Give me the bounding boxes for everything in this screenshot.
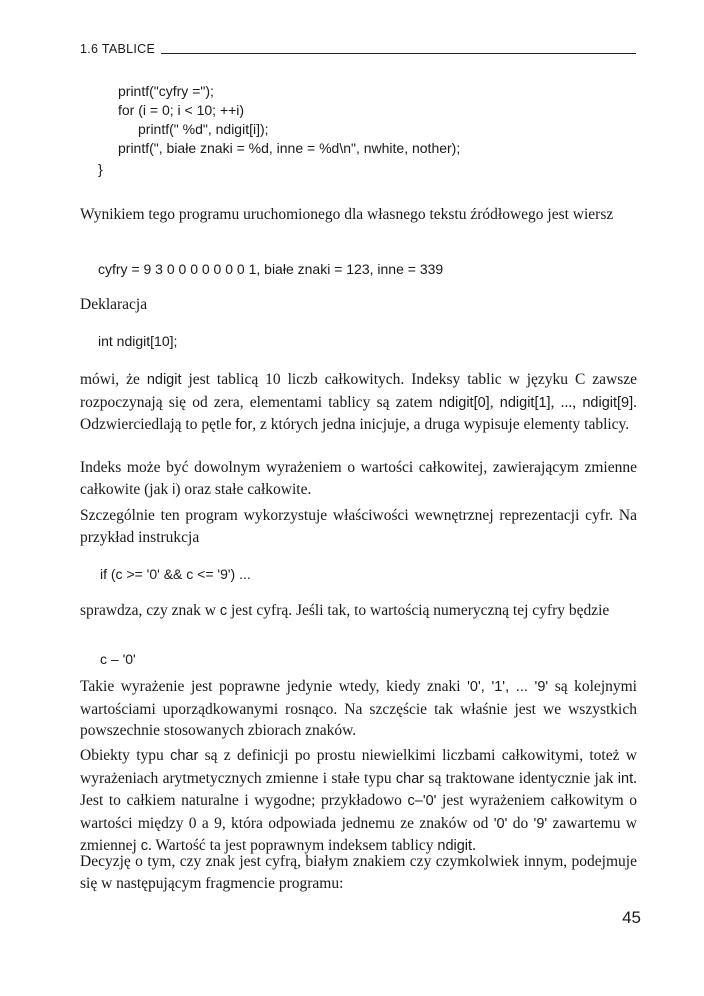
code-if: if (c >= '0' && c <= '9') ... xyxy=(100,566,251,582)
inline-code: ndigit xyxy=(146,372,182,388)
inline-code: '0', '1', ... '9' xyxy=(467,679,549,695)
inline-code: ndigit xyxy=(437,838,473,854)
paragraph: Szczególnie ten program wykorzystuje właściwości wewnętrznej reprezentacji cyfr. Na przykład instrukcja xyxy=(80,507,637,546)
inline-code: c xyxy=(140,838,148,854)
inline-code: ndigit[0] xyxy=(438,394,490,411)
inline-code: c–'0' xyxy=(407,793,437,809)
page-number: 45 xyxy=(622,908,641,927)
inline-code: ndigit[9] xyxy=(582,394,634,411)
code-line: printf(" %d", ndigit[i]); xyxy=(138,121,269,137)
code-expr: c – '0' xyxy=(100,651,136,667)
inline-code: char xyxy=(170,748,199,764)
paragraph: Takie wyrażenie jest poprawne jedynie wtedy, kiedy znaki '0', '1', ... '9' są kolejnymi wartościami uporządkowanymi rosnąco. Na szczęście tak właśnie jest we wszystkich powszechnie stosowanych zbiorach znaków. xyxy=(80,678,637,739)
code-line: } xyxy=(98,161,103,177)
inline-code: '0' xyxy=(493,815,508,832)
inline-code: ndigit[1] xyxy=(499,394,551,411)
paragraph: sprawdza, czy znak w c jest cyfrą. Jeśli tak, to wartością numeryczną tej cyfry będzie xyxy=(80,602,610,619)
output-line: cyfry = 9 3 0 0 0 0 0 0 0 1, białe znaki = 123, inne = 339 xyxy=(98,261,444,277)
code-line: printf(", białe znaki = %d, inne = %d\n", nwhite, nother); xyxy=(118,140,461,156)
declaration-code: int ndigit[10]; xyxy=(98,333,178,349)
section-title: 1.6 TABLICE xyxy=(80,42,156,56)
paragraph: Indeks może być dowolnym wyrażeniem o wartości całkowitej, zawierającym zmienne całkowite (jak i) oraz stałe całkowite. xyxy=(80,459,637,498)
inline-code: c xyxy=(219,603,228,619)
inline-code: int xyxy=(617,770,634,787)
inline-code: for xyxy=(235,417,253,433)
code-line: for (i = 0; i < 10; ++i) xyxy=(118,102,245,118)
paragraph: Decyzję o tym, czy znak jest cyfrą, białym znakiem czy czymkolwiek innym, podejmuje się w następującym fragmencie programu: xyxy=(80,853,637,892)
inline-code: '9' xyxy=(533,815,548,832)
inline-code: char xyxy=(395,770,425,787)
paragraph: mówi, że ndigit jest tablicą 10 liczb całkowitych. Indeksy tablic w języku C zawsze rozpoczynają się od zera, elementami tablicy są zatem ndigit[0], ndigit[1], ..., ndigit[9]. Odzwierciedlają to pętle for, z których jedna inicjuje, a druga wypisuje elementy tablicy. xyxy=(80,371,638,433)
header-rule xyxy=(161,53,636,54)
paragraph: Wynikiem tego programu uruchomionego dla własnego tekstu źródłowego jest wiersz xyxy=(80,206,614,223)
inline-code: i xyxy=(172,481,176,498)
code-line: printf("cyfry ="); xyxy=(118,83,214,99)
running-header xyxy=(80,42,636,56)
paragraph: Deklaracja xyxy=(80,296,148,313)
paragraph: Obiekty typu char są z definicji po prostu niewielkimi liczbami całkowitymi, toteż w wyrażeniach arytmetycznych zmienne i stałe typu char są traktowane identycznie jak int. Jest to całkiem naturalne i wygodne; przykładowo c–'0' jest wyrażeniem całkowitym o wartości między 0 a 9, która odpowiada jednemu ze znaków od '0' do '9' zawartemu w zmiennej c. Wartość ta jest poprawnym indeksem tablicy ndigit. xyxy=(80,747,638,854)
